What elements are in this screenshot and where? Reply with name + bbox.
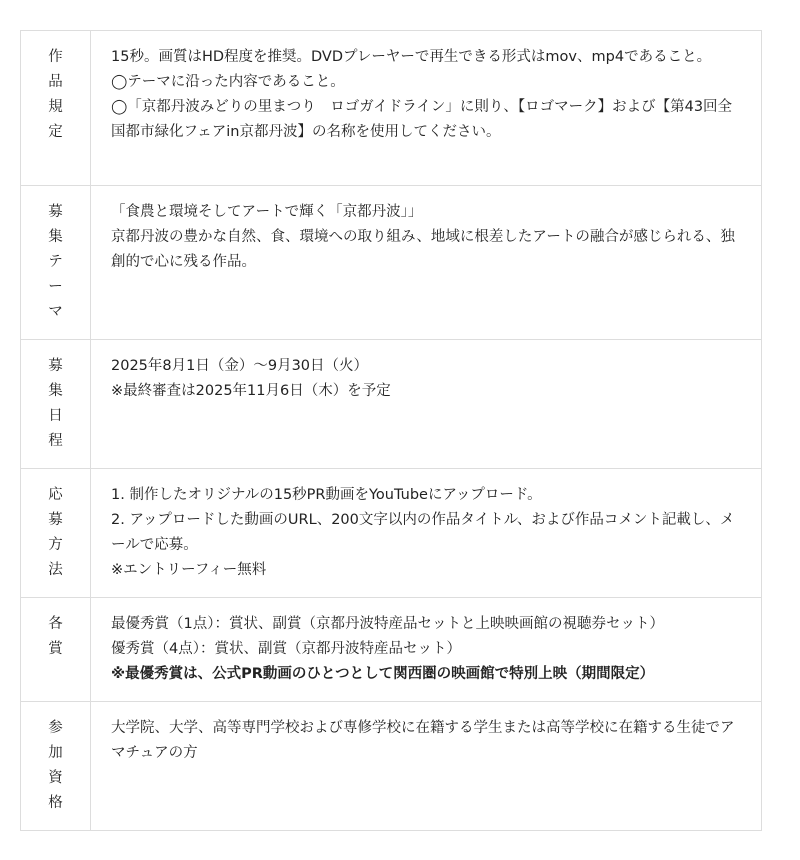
row-label-cell	[21, 598, 91, 702]
row-label: 参 加 資 格	[48, 720, 63, 811]
table-row-awards	[21, 598, 762, 702]
content-line: 大学院、大学、高等専門学校および専修学校に在籍する学生または高等学校に在籍する生徒でアマチュアの方	[111, 720, 735, 761]
row-label: 応 募 方 法	[48, 487, 63, 578]
content-line: 優秀賞（4点）：賞状、副賞（京都丹波特産品セット）	[111, 641, 461, 657]
content-line: ※最優秀賞は、公式PR動画のひとつとして関西圏の映画館で特別上映（期間限定）	[111, 666, 655, 682]
row-content-cell	[91, 186, 762, 340]
content-line: ※最終審査は2025年11月6日（木）を予定	[111, 383, 391, 399]
guidelines-table-body	[21, 31, 762, 831]
row-label-cell	[21, 469, 91, 598]
row-label-cell	[21, 31, 91, 186]
content-line: 2. アップロードした動画のURL、200文字以内の作品タイトル、および作品コメント記載し、メールで応募。	[111, 512, 735, 553]
row-label-cell	[21, 186, 91, 340]
content-line: 最優秀賞（1点）：賞状、副賞（京都丹波特産品セットと上映映画館の視聴券セット）	[111, 616, 664, 632]
content-line: ◯「京都丹波みどりの里まつり ロゴガイドライン」に則り、【ロゴマーク】および【第43回全国都市緑化フェアin京都丹波】の名称を使用してください。	[111, 99, 733, 140]
table-row-schedule	[21, 340, 762, 469]
content-line: ※エントリーフィー無料	[111, 562, 267, 578]
content-line: 1. 制作したオリジナルの15秒PR動画をYouTubeにアップロード。	[111, 487, 542, 503]
table-row-work-rules	[21, 31, 762, 186]
row-content-cell	[91, 702, 762, 831]
row-label: 募 集 日 程	[48, 358, 63, 449]
row-label-cell	[21, 702, 91, 831]
row-label: 各 賞	[48, 616, 63, 657]
row-content-cell	[91, 598, 762, 702]
row-content-cell	[91, 340, 762, 469]
row-content-cell	[91, 31, 762, 186]
row-label: 募 集 テ ー マ	[48, 204, 63, 320]
table-row-eligibility	[21, 702, 762, 831]
content-line: ◯テーマに沿った内容であること。	[111, 74, 345, 90]
content-line: 「食農と環境そしてアートで輝く「京都丹波」」	[111, 204, 423, 220]
row-content-cell	[91, 469, 762, 598]
content-line: 京都丹波の豊かな自然、食、環境への取り組み、地域に根差したアートの融合が感じられる、独創的で心に残る作品。	[111, 229, 735, 270]
table-row-theme	[21, 186, 762, 340]
table-row-how-to-apply	[21, 469, 762, 598]
content-line: 15秒。画質はHD程度を推奨。DVDプレーヤーで再生できる形式はmov、mp4であること。	[111, 49, 712, 65]
row-label-cell	[21, 340, 91, 469]
content-line: 2025年8月1日（金）〜9月30日（火）	[111, 358, 369, 374]
row-label: 作 品 規 定	[48, 49, 63, 140]
guidelines-table	[20, 30, 762, 831]
